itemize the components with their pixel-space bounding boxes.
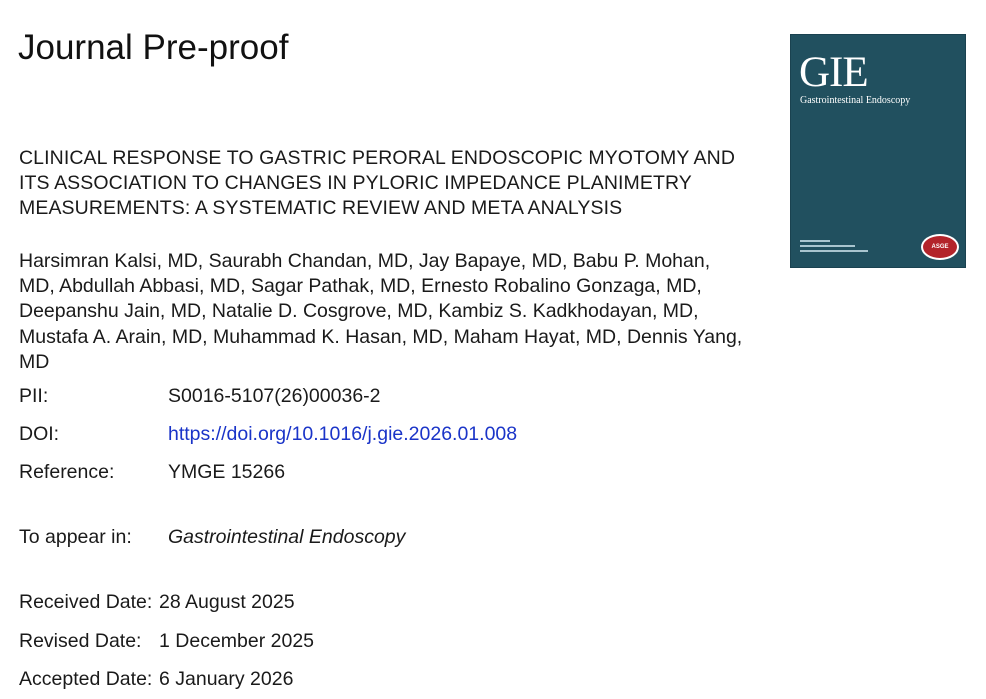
appear-in-label: To appear in: xyxy=(19,526,132,548)
author-line: Mustafa A. Arain, MD, Muhammad K. Hasan, MD, Maham Hayat, MD, Dennis Yang, xyxy=(19,325,743,348)
author-list xyxy=(19,249,784,375)
author-line: MD xyxy=(19,350,50,373)
journal-pre-proof-title: Journal Pre-proof xyxy=(18,28,289,67)
received-date-label: Received Date: xyxy=(19,591,153,613)
article-title xyxy=(19,146,779,221)
reference-value: YMGE 15266 xyxy=(168,461,286,483)
pii-label: PII: xyxy=(19,385,49,407)
journal-cover-image xyxy=(791,35,965,267)
revised-date-value: 1 December 2025 xyxy=(159,630,315,652)
doi-link[interactable]: https://doi.org/10.1016/j.gie.2026.01.008 xyxy=(168,423,518,445)
received-date-value: 28 August 2025 xyxy=(159,591,295,613)
author-line: Deepanshu Jain, MD, Natalie D. Cosgrove, MD, Kambiz S. Kadkhodayan, MD, xyxy=(19,300,699,323)
doi-value xyxy=(168,422,517,446)
doi-label: DOI: xyxy=(19,423,60,445)
cover-fine-print xyxy=(800,240,870,255)
accepted-date-value: 6 January 2026 xyxy=(159,668,294,690)
revised-date-label: Revised Date: xyxy=(19,630,142,652)
article-title-line: MEASUREMENTS: A SYSTEMATIC REVIEW AND META ANALYSIS xyxy=(19,197,623,219)
cover-subtitle: Gastrointestinal Endoscopy xyxy=(800,95,911,106)
article-title-line: ITS ASSOCIATION TO CHANGES IN PYLORIC IMPEDANCE PLANIMETRY xyxy=(19,172,692,194)
article-title-line: CLINICAL RESPONSE TO GASTRIC PERORAL ENDOSCOPIC MYOTOMY AND xyxy=(19,147,736,169)
society-logo-icon: ASGE xyxy=(921,234,959,260)
pii-value: S0016-5107(26)00036-2 xyxy=(168,385,381,407)
cover-logo: GIE xyxy=(799,49,868,96)
journal-name: Gastrointestinal Endoscopy xyxy=(168,526,406,548)
accepted-date-label: Accepted Date: xyxy=(19,668,153,690)
author-line: Harsimran Kalsi, MD, Saurabh Chandan, MD, Jay Bapaye, MD, Babu P. Mohan, xyxy=(19,250,711,272)
reference-label: Reference: xyxy=(19,461,115,483)
author-line: MD, Abdullah Abbasi, MD, Sagar Pathak, MD, Ernesto Robalino Gonzaga, MD, xyxy=(19,275,702,298)
